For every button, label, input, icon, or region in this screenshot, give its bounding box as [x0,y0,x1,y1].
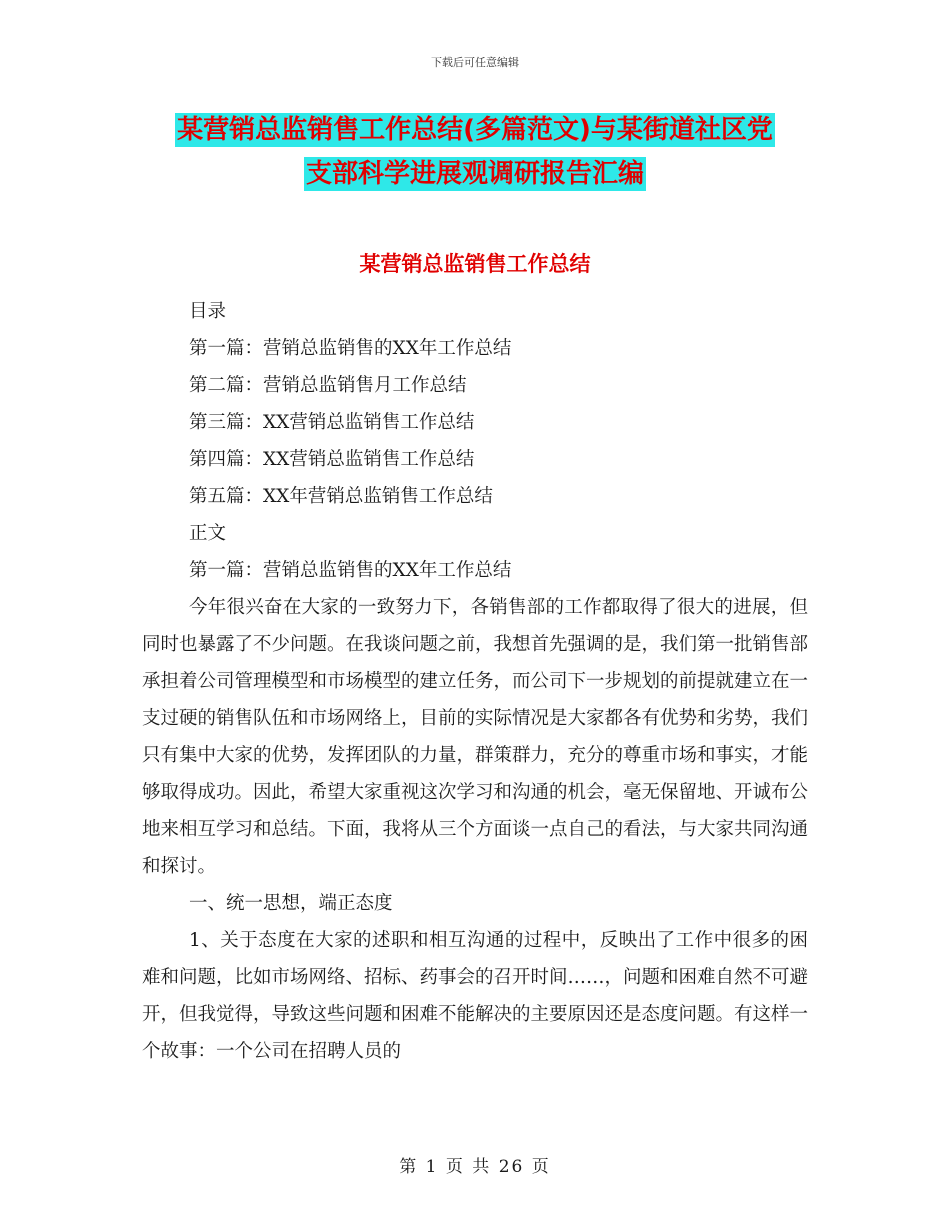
document-title [0,108,950,196]
toc-item: 第五篇：XX年营销总监销售工作总结 [189,486,493,507]
body-heading: 正文 [189,523,227,544]
toc-item: 第一篇：营销总监销售的XX年工作总结 [189,338,512,359]
section-title: 某营销总监销售工作总结 [359,252,591,276]
subheading: 一、统一思想，端正态度 [189,893,393,914]
document-title-line1: 某营销总监销售工作总结(多篇范文)与某街道社区党 [177,115,773,145]
page-footer: 第 1 页 共 26 页 [399,1157,551,1177]
toc-item: 第三篇：XX营销总监销售工作总结 [189,412,475,433]
paragraph: 1、关于态度在大家的述职和相互沟通的过程中，反映出了工作中很多的困难和问题，比如市场网络、招标、药事会的召开时间……，问题和困难自然不可避开，但我觉得，导致这些问题和困难不能解决的主要原因还是态度问题。有这样一个故事：一个公司在招聘人员的 [142,930,809,1062]
toc-item: 第四篇：XX营销总监销售工作总结 [189,449,475,470]
document-body [142,293,808,1070]
paragraph: 今年很兴奋在大家的一致努力下，各销售部的工作都取得了很大的进展，但同时也暴露了不少问题。在我谈问题之前，我想首先强调的是，我们第一批销售部承担着公司管理模型和市场模型的建立任务，而公司下一步规划的前提就建立在一支过硬的销售队伍和市场网络上，目前的实际情况是大家都各有优势和劣势，我们只有集中大家的优势，发挥团队的力量，群策群力，充分的尊重市场和事实，才能够取得成功。因此，希望大家重视这次学习和沟通的机会，毫无保留地、开诚布公地来相互学习和总结。下面，我将从三个方面谈一点自己的看法，与大家共同沟通和探讨。 [142,597,809,877]
toc-item: 第二篇：营销总监销售月工作总结 [189,375,467,396]
document-title-line2: 支部科学进展观调研报告汇编 [305,159,644,189]
chapter-heading: 第一篇：营销总监销售的XX年工作总结 [189,560,512,581]
toc-heading: 目录 [189,301,227,322]
header-note: 下载后可任意编辑 [431,56,519,69]
